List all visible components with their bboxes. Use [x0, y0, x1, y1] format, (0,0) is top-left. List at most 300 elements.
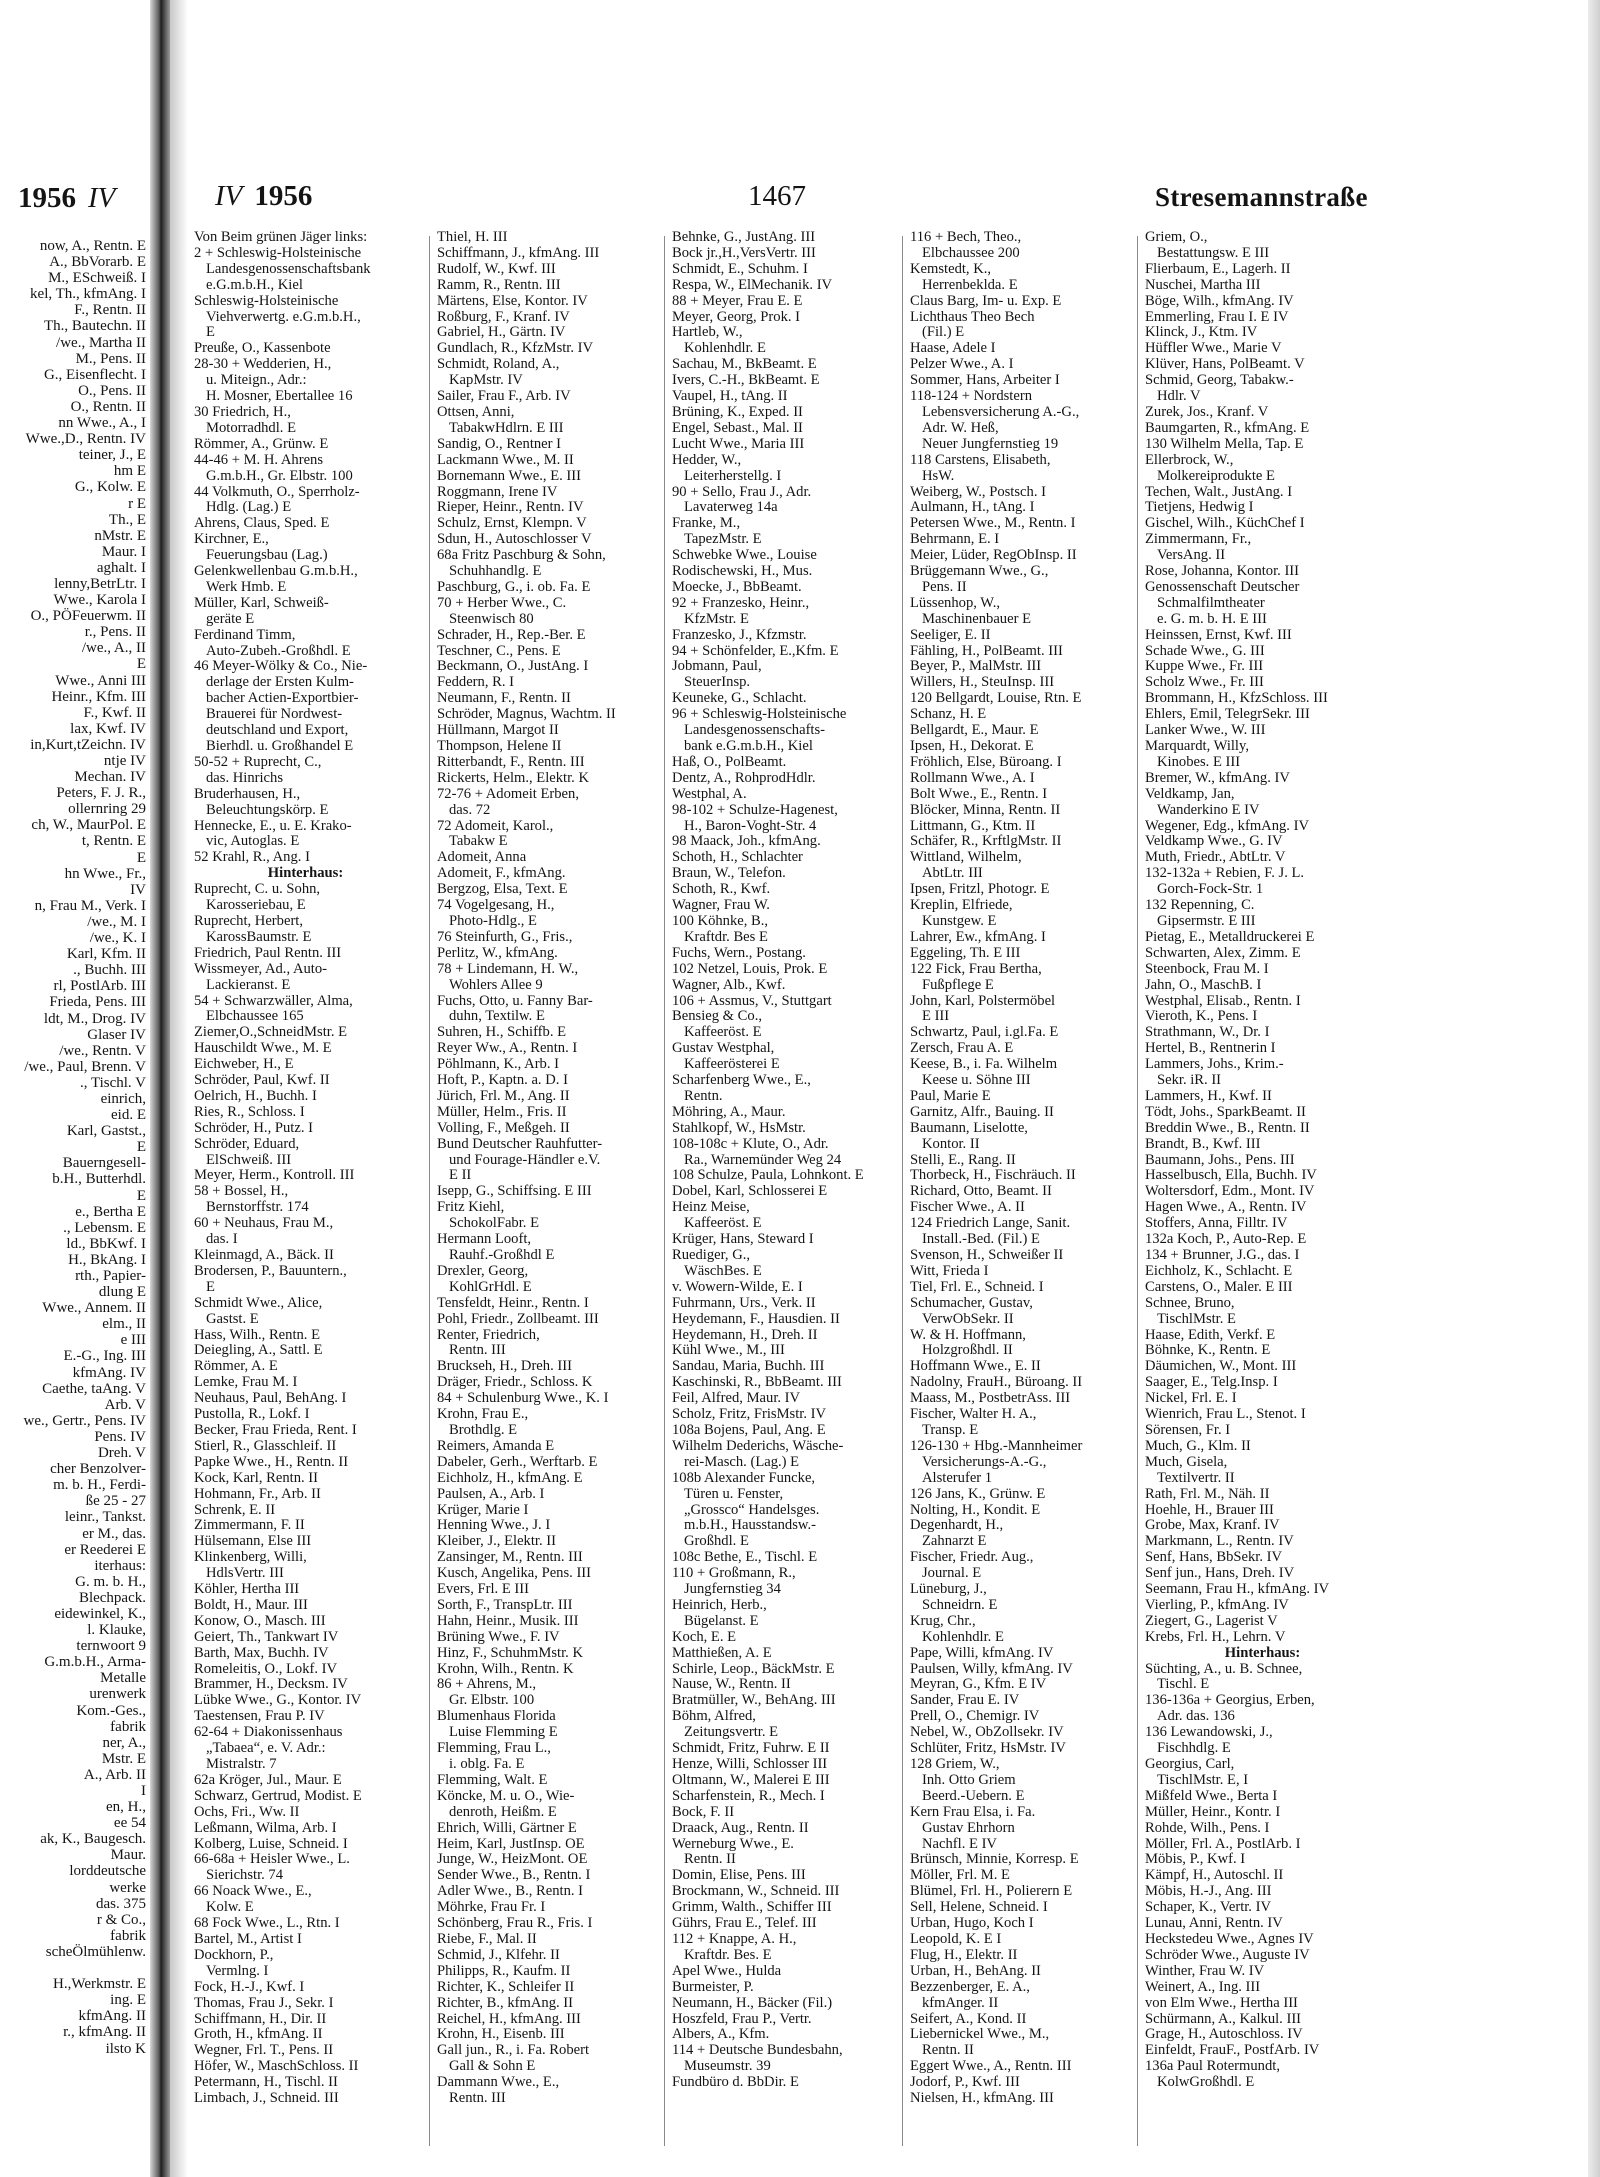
directory-entry: Geiert, Th., Tankwart IV: [194, 1629, 339, 1645]
directory-entry: Gundlach, R., KfzMstr. IV: [437, 341, 594, 357]
directory-entry: Rodischewski, H., Mus.: [672, 564, 813, 580]
directory-entry: Tensfeldt, Heinr., Rentn. I: [437, 1295, 589, 1311]
directory-entry: Kleinmagd, A., Bäck. II: [194, 1248, 334, 1263]
directory-entry: Reimers, Amanda E: [437, 1438, 555, 1454]
directory-entry: Fritz Kiehl,: [437, 1200, 505, 1216]
directory-entry: Reyer Ww., A., Rentn. I: [437, 1041, 578, 1057]
directory-entry: Koch, E. E: [672, 1629, 737, 1645]
directory-entry: Landesgenossenschaftsbank: [206, 261, 371, 277]
directory-entry: Markmann, L., Rentn. IV: [1145, 1534, 1294, 1550]
left-page-line: cher Benzolver-: [50, 1461, 146, 1478]
directory-entry: Schmidt, E., Schuhm. I: [672, 261, 808, 277]
directory-column-5: [1145, 230, 1380, 2091]
directory-entry: Thomas, Frau J., Sekr. I: [194, 1995, 334, 2011]
directory-entry: Hdlg. (Lag.) E: [206, 500, 292, 516]
directory-entry: Wohlers Allee 9: [449, 977, 543, 993]
left-page-line: O., Pens. II: [78, 382, 146, 399]
directory-entry: Brüning, K., Exped. II: [672, 404, 803, 420]
directory-entry: Zurek, Jos., Kranf. V: [1145, 404, 1269, 420]
directory-entry: Meyer, Georg, Prok. I: [672, 309, 801, 325]
directory-entry: Liebernickel Wwe., M.,: [910, 2027, 1050, 2043]
left-page-line: F., Rentn. II: [74, 302, 146, 319]
directory-entry: Kreplin, Elfriede,: [910, 898, 1013, 914]
directory-entry: Tietjens, Hedwig I: [1145, 500, 1254, 516]
directory-entry: 130 Wilhelm Mella, Tap. E: [1145, 436, 1304, 452]
directory-entry: Install.-Bed. (Fil.) E: [922, 1232, 1040, 1248]
directory-entry: 120 Bellgardt, Louise, Rtn. E: [910, 691, 1082, 707]
directory-entry: Maschinenbauer E: [922, 611, 1032, 627]
directory-entry: Draack, Aug., Rentn. II: [672, 1820, 809, 1836]
directory-entry: Eichholz, K., Schlacht. E: [1145, 1263, 1293, 1279]
directory-entry: Kämpf, H., Autoschl. II: [1145, 1868, 1284, 1884]
directory-column-4: [910, 230, 1133, 2107]
directory-entry: Gall & Sohn E: [449, 2059, 536, 2075]
directory-entry: Oelrich, H., Buchh. I: [194, 1088, 317, 1104]
directory-entry: Schulz, Ernst, Klempn. V: [437, 516, 587, 532]
directory-entry: Lebensversicherung A.-G.,: [922, 404, 1080, 420]
directory-entry: Bock jr.,H.,VersVertr. III: [672, 245, 816, 261]
directory-entry: Krüger, Marie I: [437, 1502, 529, 1518]
directory-entry: Keuneke, G., Schlacht.: [672, 691, 807, 707]
directory-entry: Lucht Wwe., Maria III: [672, 436, 805, 452]
directory-entry: 96 + Schleswig-Holsteinische: [672, 707, 847, 723]
directory-entry: Schiffmann, J., kfmAng. III: [437, 245, 600, 261]
directory-entry: Ziegert, G., Lagerist V: [1145, 1613, 1278, 1629]
header-year: 1956: [254, 180, 313, 212]
directory-entry: Eggert Wwe., A., Rentn. III: [910, 2059, 1072, 2075]
left-page-line: lax, Kwf. IV: [70, 720, 146, 737]
left-page-line: Th., Bautechn. II: [43, 318, 146, 335]
directory-entry: „Grossco“ Handelsges.: [684, 1502, 820, 1518]
directory-entry: Richter, K., Schleifer II: [437, 1979, 575, 1995]
left-page-line: H., BkAng. I: [68, 1251, 146, 1268]
directory-entry: Pape, Willi, kfmAng. IV: [910, 1645, 1054, 1661]
directory-entry: Kühl Wwe., M., III: [672, 1343, 785, 1359]
directory-entry: Kolberg, Luise, Schneid. I: [194, 1836, 348, 1852]
left-page-line: Wwe., Annem. II: [42, 1300, 146, 1317]
left-page-line: ße 25 - 27: [85, 1493, 146, 1510]
directory-entry: Gelenkwellenbau G.m.b.H.,: [194, 564, 358, 580]
directory-entry: Bornemann Wwe., E. III: [437, 468, 581, 484]
directory-entry: Schade Wwe., G. III: [1145, 643, 1265, 659]
directory-entry: Von Beim grünen Jäger links:: [194, 230, 368, 245]
directory-entry: Westphal, A.: [672, 786, 747, 802]
directory-entry: Limbach, J., Schneid. III: [194, 2091, 339, 2107]
left-page-line: r E: [128, 495, 146, 512]
directory-entry: Heinz Meise,: [672, 1200, 750, 1216]
directory-entry: Veldkamp, Jan,: [1145, 786, 1235, 802]
directory-entry: Einfeldt, FrauF., PostfArb. IV: [1145, 2043, 1320, 2059]
directory-entry: Brandt, B., Kwf. III: [1145, 1136, 1261, 1152]
directory-entry: Sommer, Hans, Arbeiter I: [910, 373, 1060, 389]
directory-entry: bacher Actien-Exportbier-: [206, 691, 359, 707]
directory-entry: Garnitz, Alfr., Bauing. II: [910, 1104, 1054, 1120]
left-page-line: G. m. b. H.,: [75, 1573, 146, 1590]
directory-entry: AbtLtr. III: [922, 866, 983, 882]
directory-entry: 108 Schulze, Paula, Lohnkont. E: [672, 1168, 864, 1184]
directory-entry: Sandau, Maria, Buchh. III: [672, 1359, 825, 1375]
left-page-line: rth., Papier-: [75, 1268, 146, 1284]
left-page-line: Mechan. IV: [74, 769, 146, 786]
directory-entry: Bund Deutscher Rauhfutter-: [437, 1136, 603, 1152]
directory-entry: Kunstgew. E: [922, 913, 997, 929]
directory-entry: Hoft, P., Kaptn. a. D. I: [437, 1073, 568, 1089]
page-header: [0, 180, 1600, 216]
directory-entry: Schmid, Georg, Tabakw.-: [1145, 373, 1294, 389]
directory-entry: Respa, W., ElMechanik. IV: [672, 277, 833, 293]
directory-entry: Hinz, F., SchuhmMstr. K: [437, 1645, 583, 1661]
directory-entry: Sierichstr. 74: [206, 1868, 284, 1884]
directory-entry: Bezzenberger, E. A.,: [910, 1979, 1030, 1995]
directory-entry: Weiberg, W., Postsch. I: [910, 484, 1046, 500]
directory-entry: derlage der Ersten Kulm-: [206, 675, 354, 691]
directory-entry: E: [206, 1279, 215, 1295]
directory-entry: Tödt, Johs., SparkBeamt. II: [1145, 1104, 1306, 1120]
directory-entry: 66-68a + Heisler Wwe., L.: [194, 1852, 350, 1868]
directory-entry: Jürich, Frl. M., Ang. II: [437, 1088, 570, 1104]
directory-entry: Gipsermstr. E III: [1157, 913, 1256, 929]
directory-entry: Evers, Frl. E III: [437, 1582, 529, 1598]
directory-entry: Kaffeeröst. E: [684, 1216, 762, 1232]
directory-entry: WäschBes. E: [684, 1263, 762, 1279]
directory-entry: m.b.H., Hausstandsw.-: [684, 1518, 817, 1534]
directory-entry: Kock, Karl, Rentn. II: [194, 1470, 319, 1486]
directory-entry: 136 Lewandowski, J.,: [1145, 1725, 1273, 1741]
directory-entry: Stelli, E., Rang. II: [910, 1152, 1016, 1168]
directory-entry: Krohn, H., Eisenb. III: [437, 2027, 565, 2043]
directory-entry: Elbchaussee 200: [922, 245, 1020, 261]
directory-entry: 114 + Deutsche Bundesbahn,: [672, 2043, 843, 2059]
left-page-line: G., Kolw. E: [74, 479, 146, 496]
directory-entry: Maass, M., PostbetrAss. III: [910, 1391, 1071, 1407]
directory-entry: Adr. W. Heß,: [922, 420, 999, 436]
directory-entry: Blöcker, Minna, Rentn. II: [910, 802, 1061, 818]
directory-entry: Gustav Westphal,: [672, 1041, 775, 1057]
directory-entry: Henning Wwe., J. I: [437, 1518, 551, 1534]
directory-entry: 110 + Großmann, R.,: [672, 1566, 796, 1582]
directory-entry: Schwebke Wwe., Louise: [672, 548, 817, 564]
directory-entry: Dräger, Friedr., Schloss. K: [437, 1375, 593, 1391]
directory-entry: Scharfenberg Wwe., E.,: [672, 1073, 811, 1089]
directory-entry: Rollmann Wwe., A. I: [910, 770, 1035, 786]
page-number: 1467: [748, 180, 806, 212]
directory-entry: Dobel, Karl, Schlosserei E: [672, 1184, 828, 1200]
directory-entry: das. I: [206, 1232, 238, 1248]
directory-entry: Böhnke, K., Rentn. E: [1145, 1343, 1271, 1359]
directory-entry: Georgius, Carl,: [1145, 1757, 1235, 1772]
directory-entry: Leßmann, Wilma, Arb. I: [194, 1820, 337, 1836]
left-page-line: ch, W., MaurPol. E: [31, 817, 146, 834]
directory-entry: Wagner, Frau W.: [672, 898, 770, 914]
directory-entry: Hennecke, E., u. E. Krako-: [194, 818, 352, 834]
directory-entry: Adr. das. 136: [1157, 1709, 1235, 1725]
directory-entry: Fußpflege E: [922, 977, 994, 993]
directory-entry: Kirchner, E.,: [194, 532, 269, 548]
directory-entry: Svenson, H., Schweißer II: [910, 1248, 1064, 1263]
directory-entry: 128 Griem, W.,: [910, 1757, 1000, 1772]
directory-entry: Heinssen, Ernst, Kwf. III: [1145, 627, 1292, 643]
directory-entry: Schäfer, R., KrftlgMstr. II: [910, 834, 1062, 850]
directory-entry: das. 72: [449, 802, 491, 818]
directory-entry: Ruediger, G.,: [672, 1248, 751, 1263]
directory-entry: Müller, Karl, Schweiß-: [194, 595, 329, 611]
directory-entry: 86 + Ahrens, M.,: [437, 1677, 537, 1693]
left-page-line: /we., M. I: [87, 913, 146, 930]
directory-entry: Beerd.-Uebern. E: [922, 1788, 1025, 1804]
directory-entry: Gr. Elbstr. 100: [449, 1693, 535, 1709]
directory-entry: Vieroth, K., Pens. I: [1145, 1009, 1258, 1025]
directory-entry: Drexler, Georg,: [437, 1263, 529, 1279]
directory-entry: W. & H. Hoffmann,: [910, 1327, 1026, 1343]
directory-entry: Bruderhausen, H.,: [194, 786, 301, 802]
directory-entry: Höfer, W., MaschSchloss. II: [194, 2059, 359, 2075]
directory-entry: e. G. m. b. H. E III: [1157, 611, 1267, 627]
directory-entry: Engel, Sebast., Mal. II: [672, 420, 803, 436]
left-page-line: Pens. IV: [94, 1428, 146, 1445]
directory-entry: Hertel, B., Rentnerin I: [1145, 1041, 1276, 1057]
left-page-line: Wwe., Karola I: [53, 592, 146, 609]
left-page-line: I: [141, 1783, 146, 1799]
directory-entry: 92 + Franzesko, Heinr.,: [672, 595, 810, 611]
directory-entry: 102 Netzel, Louis, Prok. E: [672, 961, 828, 977]
directory-entry: Schönberg, Frau R., Fris. I: [437, 1916, 593, 1932]
directory-entry: Roßburg, F., Kranf. IV: [437, 309, 570, 325]
directory-entry: 76 Steinfurth, G., Fris.,: [437, 929, 573, 945]
directory-entry: Hasselbusch, Ella, Buchh. IV: [1145, 1168, 1317, 1184]
directory-entry: Schwarten, Alex, Zimm. E: [1145, 945, 1301, 961]
directory-entry: Schmalfilmtheater: [1157, 595, 1265, 611]
directory-entry: Jahn, O., MaschB. I: [1145, 977, 1262, 993]
directory-entry: Ivers, C.-H., BkBeamt. E: [672, 373, 820, 389]
directory-entry: Möbis, H.-J., Ang. III: [1145, 1884, 1272, 1900]
directory-entry: Heim, Karl, JustInsp. OE: [437, 1836, 585, 1852]
directory-entry: Kaffeerösterei E: [684, 1057, 780, 1073]
directory-entry: Pohl, Friedr., Zollbeamt. III: [437, 1311, 599, 1327]
left-page-line: Maur.: [110, 1847, 146, 1864]
directory-entry: Thompson, Helene II: [437, 739, 562, 754]
directory-entry: 108c Bethe, E., Tischl. E: [672, 1550, 818, 1566]
directory-entry: Stahlkopf, W., HsMstr.: [672, 1120, 806, 1136]
directory-entry: Süchting, A., u. B. Schnee,: [1145, 1661, 1303, 1677]
directory-entry: Gabriel, H., Gärtn. IV: [437, 325, 566, 341]
directory-entry: Bügelanst. E: [684, 1613, 759, 1629]
left-page-line: /we., Martha II: [56, 334, 146, 351]
directory-entry: Motorradhdl. E: [206, 420, 296, 436]
directory-entry: Tischl. E: [1157, 1677, 1210, 1693]
directory-entry: Bestattungsw. E III: [1157, 245, 1270, 261]
directory-entry: Dockhorn, P.,: [194, 1947, 274, 1963]
left-page-line: E.-G., Ing. III: [63, 1348, 146, 1365]
directory-entry: Scholz Wwe., Fr. III: [1145, 675, 1264, 691]
directory-entry: Werneburg Wwe., E.: [672, 1836, 794, 1852]
left-page-line: hm E: [113, 463, 146, 480]
left-page-line: G., Eisenflecht. I: [43, 366, 146, 383]
directory-entry: Wagner, Alb., Kwf.: [672, 977, 786, 993]
directory-entry: Ochs, Fri., Ww. II: [194, 1804, 300, 1820]
directory-entry: Lavaterweg 14a: [684, 500, 778, 516]
directory-entry: Hagen Wwe., A., Rentn. IV: [1145, 1200, 1307, 1216]
directory-entry: 108a Bojens, Paul, Ang. E: [672, 1422, 826, 1438]
directory-entry: TischlMstr. E, I: [1157, 1772, 1249, 1788]
header-section-year: [215, 180, 312, 213]
directory-entry: Brothdlg. E: [449, 1422, 518, 1438]
directory-entry: Isepp, G., Schiffsing. E III: [437, 1184, 592, 1200]
directory-entry: Nadolny, FrauH., Büroang. II: [910, 1375, 1083, 1391]
directory-entry: Böhm, Alfred,: [672, 1709, 756, 1725]
left-page-line: E: [136, 1139, 146, 1156]
directory-entry: 52 Krahl, R., Ang. I: [194, 850, 310, 866]
left-page-line: aghalt. I: [96, 559, 146, 576]
directory-entry: Ra., Warnemünder Weg 24: [684, 1152, 842, 1168]
directory-entry: Kohlenhdlr. E: [684, 341, 766, 357]
directory-entry: Behnke, G., JustAng. III: [672, 230, 816, 245]
directory-entry: Fuchs, Wern., Postang.: [672, 945, 806, 961]
left-page-fragment: [0, 0, 150, 2177]
left-page-line: iterhaus:: [94, 1557, 146, 1574]
left-page-line: Blechpack.: [78, 1589, 146, 1606]
directory-entry: Bernstorffstr. 174: [206, 1200, 309, 1216]
directory-entry: Flug, H., Elektr. II: [910, 1947, 1018, 1963]
left-page-line: ntje IV: [103, 753, 146, 769]
directory-entry: Urban, Hugo, Koch I: [910, 1916, 1034, 1932]
left-page-line: fabrik: [110, 1927, 146, 1944]
directory-entry: Vaupel, H., tAng. II: [672, 389, 788, 405]
directory-entry: Bratmüller, W., BehAng. III: [672, 1693, 836, 1709]
directory-entry: Kaffeeröst. E: [684, 1025, 762, 1041]
left-page-line: Wwe., Anni III: [55, 672, 146, 689]
directory-entry: Nuschei, Martha III: [1145, 277, 1261, 293]
directory-entry: Paul, Marie E: [910, 1088, 991, 1104]
left-page-line: rl, PostlArb. III: [53, 978, 146, 995]
left-page-line: Mstr. E: [101, 1750, 146, 1767]
column-divider: [429, 236, 430, 2146]
left-page-line: IV: [130, 881, 146, 898]
directory-entry: 74 Vogelgesang, H.,: [437, 898, 555, 914]
directory-entry: Möller, Frl. A., PostlArb. I: [1145, 1836, 1301, 1852]
directory-entry: 88 + Meyer, Frau E. E: [672, 293, 803, 309]
directory-entry: Ruprecht, Herbert,: [194, 913, 304, 929]
directory-entry: Nickel, Frl. E. I: [1145, 1391, 1237, 1407]
directory-column-2: [437, 230, 659, 2107]
directory-entry: Rohde, Wilh., Pens. I: [1145, 1820, 1270, 1836]
directory-entry: 126-130 + Hbg.-Mannheimer: [910, 1438, 1083, 1454]
column-divider: [1137, 236, 1138, 2146]
directory-entry: Auto-Zubeh.-Großhdl. E: [206, 643, 351, 659]
left-page-line: A., BbVorarb. E: [49, 254, 146, 271]
directory-entry: von Elm Wwe., Hertha III: [1145, 1995, 1298, 2011]
directory-entry: 106 + Assmus, V., Stuttgart: [672, 993, 832, 1009]
directory-entry: Schiffmann, H., Dir. II: [194, 2011, 327, 2027]
directory-entry: 108b Alexander Funcke,: [672, 1470, 816, 1486]
directory-entry: Lemke, Frau M. I: [194, 1375, 298, 1391]
left-page-line: t, Rentn. E: [81, 833, 146, 850]
directory-entry: Blumenhaus Florida: [437, 1709, 556, 1725]
directory-entry: Schneidrn. E: [922, 1597, 998, 1613]
directory-entry: Hohmann, Fr., Arb. II: [194, 1486, 321, 1502]
directory-entry: Feil, Alfred, Maur. IV: [672, 1391, 801, 1407]
directory-entry: Bock, F. II: [672, 1804, 735, 1820]
left-page-line: e., Bertha E: [75, 1203, 146, 1220]
left-page-line: O., PÖFeuerwm. II: [30, 608, 146, 625]
directory-entry: Ehrich, Willi, Gärtner E: [437, 1820, 577, 1836]
directory-entry: Lammers, Johs., Krim.-: [1145, 1057, 1284, 1073]
directory-entry: Petermann, H., Tischl. II: [194, 2075, 338, 2091]
directory-entry: Möhring, A., Maur.: [672, 1104, 786, 1120]
directory-entry: Gischel, Wilh., KüchChef I: [1145, 516, 1305, 532]
directory-entry: 98 Maack, Joh., kfmAng.: [672, 834, 821, 850]
directory-entry: Teschner, C., Pens. E: [437, 643, 561, 659]
directory-entry: Griem, O.,: [1145, 230, 1208, 245]
directory-entry: Ottsen, Anni,: [437, 404, 515, 420]
directory-entry: Baumann, Johs., Pens. III: [1145, 1152, 1295, 1168]
left-page-line: ., Lebensm. E: [63, 1219, 146, 1236]
directory-entry: Winther, Frau W. IV: [1145, 1963, 1265, 1979]
directory-entry: Zersch, Frau A. E: [910, 1041, 1014, 1057]
directory-entry: Möhrke, Frau Fr. I: [437, 1900, 546, 1916]
directory-entry: Rath, Frl. M., Näh. II: [1145, 1486, 1270, 1502]
directory-entry: Hoehle, H., Brauer III: [1145, 1502, 1274, 1518]
left-page-line: in,Kurt,tZeichn. IV: [30, 736, 146, 753]
directory-entry: 136a Paul Rotermundt,: [1145, 2059, 1280, 2075]
directory-entry: 62a Kröger, Jul., Maur. E: [194, 1772, 342, 1788]
directory-entry: e.G.m.b.H., Kiel: [206, 277, 303, 293]
directory-entry: 98-102 + Schulze-Hagenest,: [672, 802, 838, 818]
directory-entry: Schröder, Eduard,: [194, 1136, 300, 1152]
left-page-line: /we., Paul, Brenn. V: [24, 1058, 146, 1075]
directory-entry: Schirle, Leop., BäckMstr. E: [672, 1661, 835, 1677]
directory-entry: Klinkenberg, Willi,: [194, 1550, 307, 1566]
left-page-line: lorddeutsche: [69, 1863, 146, 1880]
directory-entry: Zahnarzt E: [922, 1534, 987, 1550]
left-page-line: we., Gertr., Pens. IV: [23, 1412, 146, 1429]
left-page-line: Dreh. V: [97, 1445, 146, 1462]
directory-entry: Ries, R., Schloss. I: [194, 1104, 305, 1120]
directory-entry: Müller, Heinr., Kontr. I: [1145, 1804, 1281, 1820]
left-page-line: H.,Werkmstr. E: [53, 1976, 146, 1993]
directory-entry: Albers, A., Kfm.: [672, 2027, 770, 2043]
directory-entry: 68 Fock Wwe., L., Rtn. I: [194, 1916, 340, 1932]
directory-entry: Marquardt, Willy,: [1145, 739, 1249, 754]
directory-entry: Richard, Otto, Beamt. II: [910, 1184, 1052, 1200]
directory-entry: Krug, Chr.,: [910, 1613, 976, 1629]
directory-entry: Woltersdorf, Edm., Mont. IV: [1145, 1184, 1315, 1200]
directory-entry: Sdun, H., Autoschlosser V: [437, 532, 592, 548]
directory-entry: TabakwHdlrn. E III: [449, 420, 564, 436]
directory-entry: Wegener, Edg., kfmAng. IV: [1145, 818, 1309, 834]
directory-entry: Krohn, Wilh., Rentn. K: [437, 1661, 574, 1677]
directory-entry: KarossBaumstr. E: [206, 929, 312, 945]
directory-entry: Weinert, A., Ing. III: [1145, 1979, 1261, 1995]
directory-entry: 30 Friedrich, H.,: [194, 404, 291, 420]
directory-entry: 90 + Sello, Frau J., Adr.: [672, 484, 812, 500]
directory-entry: Grage, H., Autoschloss. IV: [1145, 2027, 1303, 2043]
directory-entry: Dammann Wwe., E.,: [437, 2075, 560, 2091]
directory-entry: 70 + Herber Wwe., C.: [437, 595, 567, 611]
directory-entry: Möbis, P., Kwf. I: [1145, 1852, 1246, 1868]
directory-entry: Boldt, H., Maur. III: [194, 1597, 308, 1613]
left-page-line: [0, 1960, 146, 1976]
directory-entry: Adomeit, Anna: [437, 850, 527, 866]
directory-entry: Gall jun., R., i. Fa. Robert: [437, 2043, 590, 2059]
column-divider: [902, 236, 903, 2146]
directory-entry: Nachfl. E IV: [922, 1836, 997, 1852]
directory-entry: Adomeit, F., kfmAng.: [437, 866, 566, 882]
directory-entry: Hoffmann Wwe., E. II: [910, 1359, 1041, 1375]
left-page-line: werke: [109, 1879, 146, 1896]
directory-entry: Hartleb, W.,: [672, 325, 743, 341]
directory-entry: Krüger, Hans, Steward I: [672, 1232, 814, 1248]
directory-entry: Urban, H., BehAng. II: [910, 1963, 1041, 1979]
